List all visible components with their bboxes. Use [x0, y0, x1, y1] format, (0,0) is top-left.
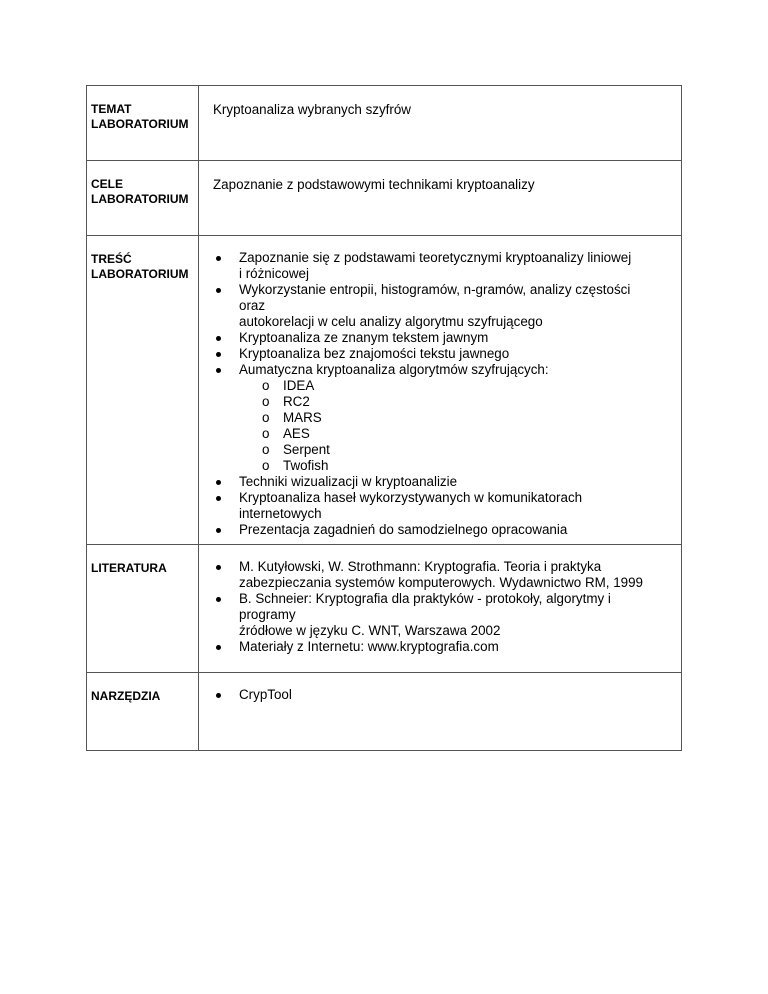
tresc-list — [213, 250, 681, 538]
sublist-item — [239, 378, 647, 394]
list-item-text: Prezentacja zagadnień do samodzielnego opracowania — [239, 522, 568, 537]
sublist-item-text: MARS — [283, 410, 322, 425]
sublist-item — [239, 410, 647, 426]
bullet-icon — [216, 597, 221, 602]
bullet-icon — [216, 645, 221, 650]
bullet-icon — [216, 288, 221, 293]
label-cell-literatura — [87, 545, 199, 673]
bullet-icon — [216, 368, 221, 373]
list-item-text: Kryptoanaliza haseł wykorzystywanych w komunikatorach internetowych — [239, 490, 583, 521]
bullet-icon — [216, 528, 221, 533]
bullet-icon — [216, 336, 221, 341]
bullet-icon — [216, 565, 221, 570]
label-temat-line1: TEMAT — [91, 102, 132, 116]
content-cell-narzedzia — [199, 673, 682, 751]
bullet-icon — [216, 352, 221, 357]
bullet-icon — [216, 480, 221, 485]
label-cell-temat — [87, 86, 199, 161]
content-cell-literatura — [199, 545, 682, 673]
circle-bullet-icon: o — [262, 378, 270, 393]
list-item-text: B. Schneier: Kryptografia dla praktyków - protokoły, algorytmy i programy — [239, 591, 611, 622]
row-tresc — [87, 236, 682, 545]
sublist-item — [239, 458, 647, 474]
circle-bullet-icon: o — [262, 458, 270, 473]
list-item-text: źródłowe w języku C. WNT, Warszawa 2002 — [239, 623, 501, 638]
list-item-text: i różnicowej — [239, 266, 309, 281]
literatura-list — [213, 559, 681, 655]
algorithms-sublist — [239, 378, 647, 474]
circle-bullet-icon: o — [262, 410, 270, 425]
list-item-text: Aumatyczna kryptoanaliza algorytmów szyfrujących: — [239, 362, 549, 377]
list-item-text: CrypTool — [239, 687, 292, 702]
label-tresc-line2: LABORATORIUM — [91, 267, 189, 281]
list-item-text: M. Kutyłowski, W. Strothmann: Kryptografia. Teoria i praktyka — [239, 559, 602, 574]
content-cell-tresc — [199, 236, 682, 545]
row-literatura — [87, 545, 682, 673]
temat-text: Kryptoanaliza wybranych szyfrów — [213, 102, 411, 117]
bullet-icon — [216, 693, 221, 698]
label-cele-line1: CELE — [91, 177, 124, 191]
bullet-icon — [216, 496, 221, 501]
content-cell-cele — [199, 161, 682, 236]
narzedzia-list — [213, 687, 681, 703]
list-item-text: autokorelacji w celu analizy algorytmu szyfrującego — [239, 314, 543, 329]
list-item — [213, 522, 647, 538]
label-narzedzia: NARZĘDZIA — [91, 689, 161, 703]
sublist-item-text: Twofish — [283, 458, 329, 473]
circle-bullet-icon: o — [262, 426, 270, 441]
list-item — [213, 591, 647, 639]
bullet-icon — [216, 256, 221, 261]
cele-text: Zapoznanie z podstawowymi technikami kryptoanalizy — [213, 177, 535, 192]
sublist-item — [239, 426, 647, 442]
list-item-text: Wykorzystanie entropii, histogramów, n-gramów, analizy częstości oraz — [239, 282, 631, 313]
label-tresc-line1: TREŚĆ — [91, 252, 132, 266]
sublist-item — [239, 442, 647, 458]
label-temat-line2: LABORATORIUM — [91, 117, 189, 131]
row-cele — [87, 161, 682, 236]
list-item — [213, 250, 647, 282]
label-literatura: LITERATURA — [91, 561, 167, 575]
sublist-item-text: AES — [283, 426, 310, 441]
list-item — [213, 687, 647, 703]
circle-bullet-icon: o — [262, 442, 270, 457]
label-cell-narzedzia — [87, 673, 199, 751]
label-cell-cele — [87, 161, 199, 236]
list-item-text: Techniki wizualizacji w kryptoanalizie — [239, 474, 458, 489]
list-item — [213, 559, 647, 591]
label-cele-line2: LABORATORIUM — [91, 192, 189, 206]
lab-info-table — [86, 85, 682, 751]
row-temat — [87, 86, 682, 161]
list-item — [213, 346, 647, 362]
list-item — [213, 330, 647, 346]
label-cell-tresc — [87, 236, 199, 545]
row-narzedzia — [87, 673, 682, 751]
sublist-item-text: IDEA — [283, 378, 315, 393]
list-item-text: Zapoznanie się z podstawami teoretycznymi kryptoanalizy liniowej — [239, 250, 632, 265]
sublist-item-text: Serpent — [283, 442, 330, 457]
circle-bullet-icon: o — [262, 394, 270, 409]
list-item — [213, 474, 647, 490]
list-item — [213, 362, 647, 474]
list-item-text: Materiały z Internetu: www.kryptografia.com — [239, 639, 499, 654]
content-cell-temat — [199, 86, 682, 161]
list-item — [213, 282, 647, 330]
list-item — [213, 639, 647, 655]
list-item-text: Kryptoanaliza bez znajomości tekstu jawnego — [239, 346, 510, 361]
list-item-text: zabezpieczania systemów komputerowych. Wydawnictwo RM, 1999 — [239, 575, 644, 590]
list-item-text: Kryptoanaliza ze znanym tekstem jawnym — [239, 330, 489, 345]
list-item — [213, 490, 647, 522]
sublist-item-text: RC2 — [283, 394, 310, 409]
sublist-item — [239, 394, 647, 410]
